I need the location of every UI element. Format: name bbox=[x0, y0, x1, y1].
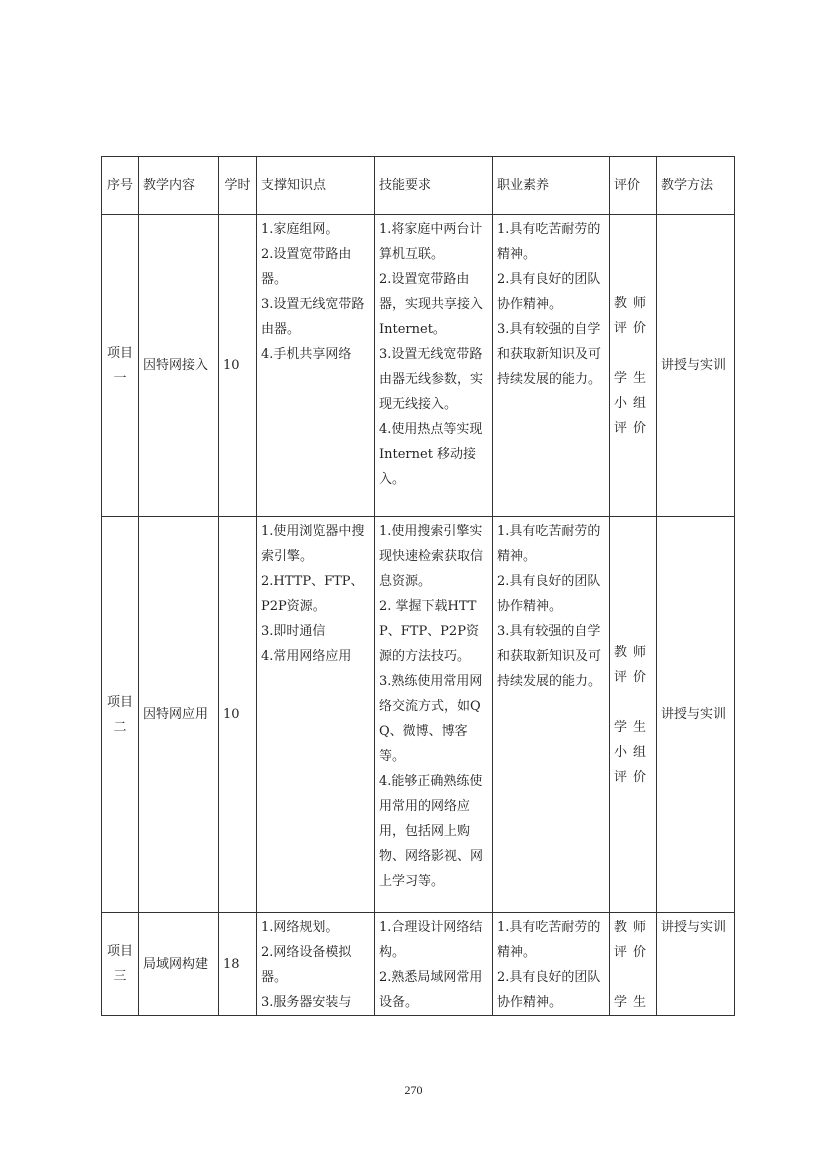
skill-item: 3.设置无线宽带路由器无线参数，实现无线接入。 bbox=[379, 347, 484, 412]
skills-cell bbox=[375, 215, 493, 517]
table-header-row bbox=[102, 157, 735, 215]
method-cell bbox=[657, 517, 735, 913]
skill-item: 2.设置宽带路由器，实现共享接入 Internet。 bbox=[379, 272, 484, 337]
quality-item: 1.具有吃苦耐劳的精神。 bbox=[497, 524, 601, 564]
hours-cell bbox=[219, 517, 257, 913]
header-skills: 技能要求 bbox=[375, 157, 493, 215]
skill-item: 4.使用热点等实现 Internet 移动接入。 bbox=[379, 422, 483, 487]
skill-item: 2.熟悉局域网常用设备。 bbox=[379, 970, 483, 1010]
header-no: 序号 bbox=[102, 157, 139, 215]
project-number-cell bbox=[102, 913, 139, 1016]
quality-item: 2.具有良好的团队协作精神。 bbox=[497, 574, 601, 614]
knowledge-item: 3.设置无线宽带路由器。 bbox=[261, 297, 365, 337]
evaluation-item: 教师评价 bbox=[614, 295, 653, 336]
header-knowledge: 支撑知识点 bbox=[257, 157, 375, 215]
evaluation-cell bbox=[610, 913, 657, 1016]
method-text: 讲授与实训 bbox=[661, 707, 727, 722]
knowledge-item: 2.HTTP、FTP、P2P资源。 bbox=[261, 574, 364, 614]
quality-item: 2.具有良好的团队协作精神。 bbox=[497, 272, 601, 312]
header-quality: 职业素养 bbox=[493, 157, 610, 215]
content-cell bbox=[139, 215, 219, 517]
knowledge-cell bbox=[257, 215, 375, 517]
hours-cell bbox=[219, 913, 257, 1016]
content-cell bbox=[139, 517, 219, 913]
header-content: 教学内容 bbox=[139, 157, 219, 215]
content-text: 因特网应用 bbox=[143, 707, 209, 722]
evaluation-item: 学生小组评价 bbox=[614, 370, 653, 436]
quality-item: 1.具有吃苦耐劳的精神。 bbox=[497, 222, 601, 262]
evaluation-gap bbox=[614, 690, 652, 715]
method-text: 讲授与实训 bbox=[661, 920, 727, 935]
evaluation-item: 教师评价 bbox=[614, 644, 653, 685]
knowledge-cell bbox=[257, 517, 375, 913]
hours-value: 10 bbox=[223, 358, 240, 373]
hours-cell bbox=[219, 215, 257, 517]
evaluation-gap bbox=[614, 965, 652, 990]
quality-item: 1.具有吃苦耐劳的精神。 bbox=[497, 920, 601, 960]
header-evaluation: 评价 bbox=[610, 157, 657, 215]
method-text: 讲授与实训 bbox=[661, 358, 727, 373]
project-number: 项目三 bbox=[106, 944, 133, 984]
skills-cell bbox=[375, 517, 493, 913]
evaluation-item: 学生小组评价 bbox=[614, 719, 653, 785]
project-number-cell bbox=[102, 517, 139, 913]
project-number: 项目二 bbox=[106, 694, 133, 735]
evaluation-item: 学生 bbox=[614, 995, 653, 1010]
evaluation-cell bbox=[610, 517, 657, 913]
knowledge-item: 1.家庭组网。 bbox=[261, 222, 339, 237]
evaluation-cell bbox=[610, 215, 657, 517]
knowledge-cell bbox=[257, 913, 375, 1016]
skill-item: 4.能够正确熟练使用常用的网络应用，包括网上购物、网络影视、网上学习等。 bbox=[379, 774, 484, 889]
content-text: 因特网接入 bbox=[143, 358, 209, 373]
knowledge-item: 1.使用浏览器中搜索引擎。 bbox=[261, 524, 365, 564]
table-row bbox=[102, 913, 735, 1016]
quality-cell bbox=[493, 517, 610, 913]
content-text: 局域网构建 bbox=[143, 956, 209, 972]
skill-item: 1.使用搜索引擎实现快速检索获取信息资源。 bbox=[379, 524, 484, 589]
page-number: 270 bbox=[404, 1083, 423, 1097]
quality-item: 2.具有良好的团队协作精神。 bbox=[497, 970, 601, 1010]
skills-cell bbox=[375, 913, 493, 1016]
knowledge-item: 3.即时通信 bbox=[261, 624, 326, 639]
skill-item: 1.将家庭中两台计算机互联。 bbox=[379, 222, 483, 262]
skill-item: 1.合理设计网络结构。 bbox=[379, 920, 483, 960]
curriculum-table bbox=[101, 156, 735, 1016]
skill-item: 3.熟练使用常用网络交流方式，如QQ、微博、博客等。 bbox=[379, 674, 483, 764]
project-number: 项目一 bbox=[106, 345, 133, 386]
hours-value: 10 bbox=[223, 707, 240, 722]
knowledge-item: 2.设置宽带路由器。 bbox=[261, 247, 352, 287]
skill-item: 2. 掌握下载HTTP、FTP、P2P资源的方法技巧。 bbox=[379, 599, 479, 664]
knowledge-item: 1.网络规划。 bbox=[261, 920, 339, 935]
evaluation-item: 教师评价 bbox=[614, 920, 653, 960]
knowledge-item: 2.网络设备模拟器。 bbox=[261, 945, 352, 985]
method-cell bbox=[657, 215, 735, 517]
evaluation-gap bbox=[614, 341, 652, 366]
knowledge-item: 4.手机共享网络 bbox=[261, 347, 352, 362]
knowledge-item: 3.服务器安装与 bbox=[261, 995, 352, 1010]
project-number-cell bbox=[102, 215, 139, 517]
content-cell bbox=[139, 913, 219, 1016]
quality-cell bbox=[493, 913, 610, 1016]
quality-item: 3.具有较强的自学和获取新知识及可持续发展的能力。 bbox=[497, 322, 602, 387]
table-row bbox=[102, 215, 735, 517]
method-cell bbox=[657, 913, 735, 1016]
header-method: 教学方法 bbox=[657, 157, 735, 215]
quality-cell bbox=[493, 215, 610, 517]
hours-value: 18 bbox=[223, 956, 240, 972]
knowledge-item: 4.常用网络应用 bbox=[261, 649, 352, 664]
table-row bbox=[102, 517, 735, 913]
header-hours: 学时 bbox=[219, 157, 257, 215]
quality-item: 3.具有较强的自学和获取新知识及可持续发展的能力。 bbox=[497, 624, 602, 689]
